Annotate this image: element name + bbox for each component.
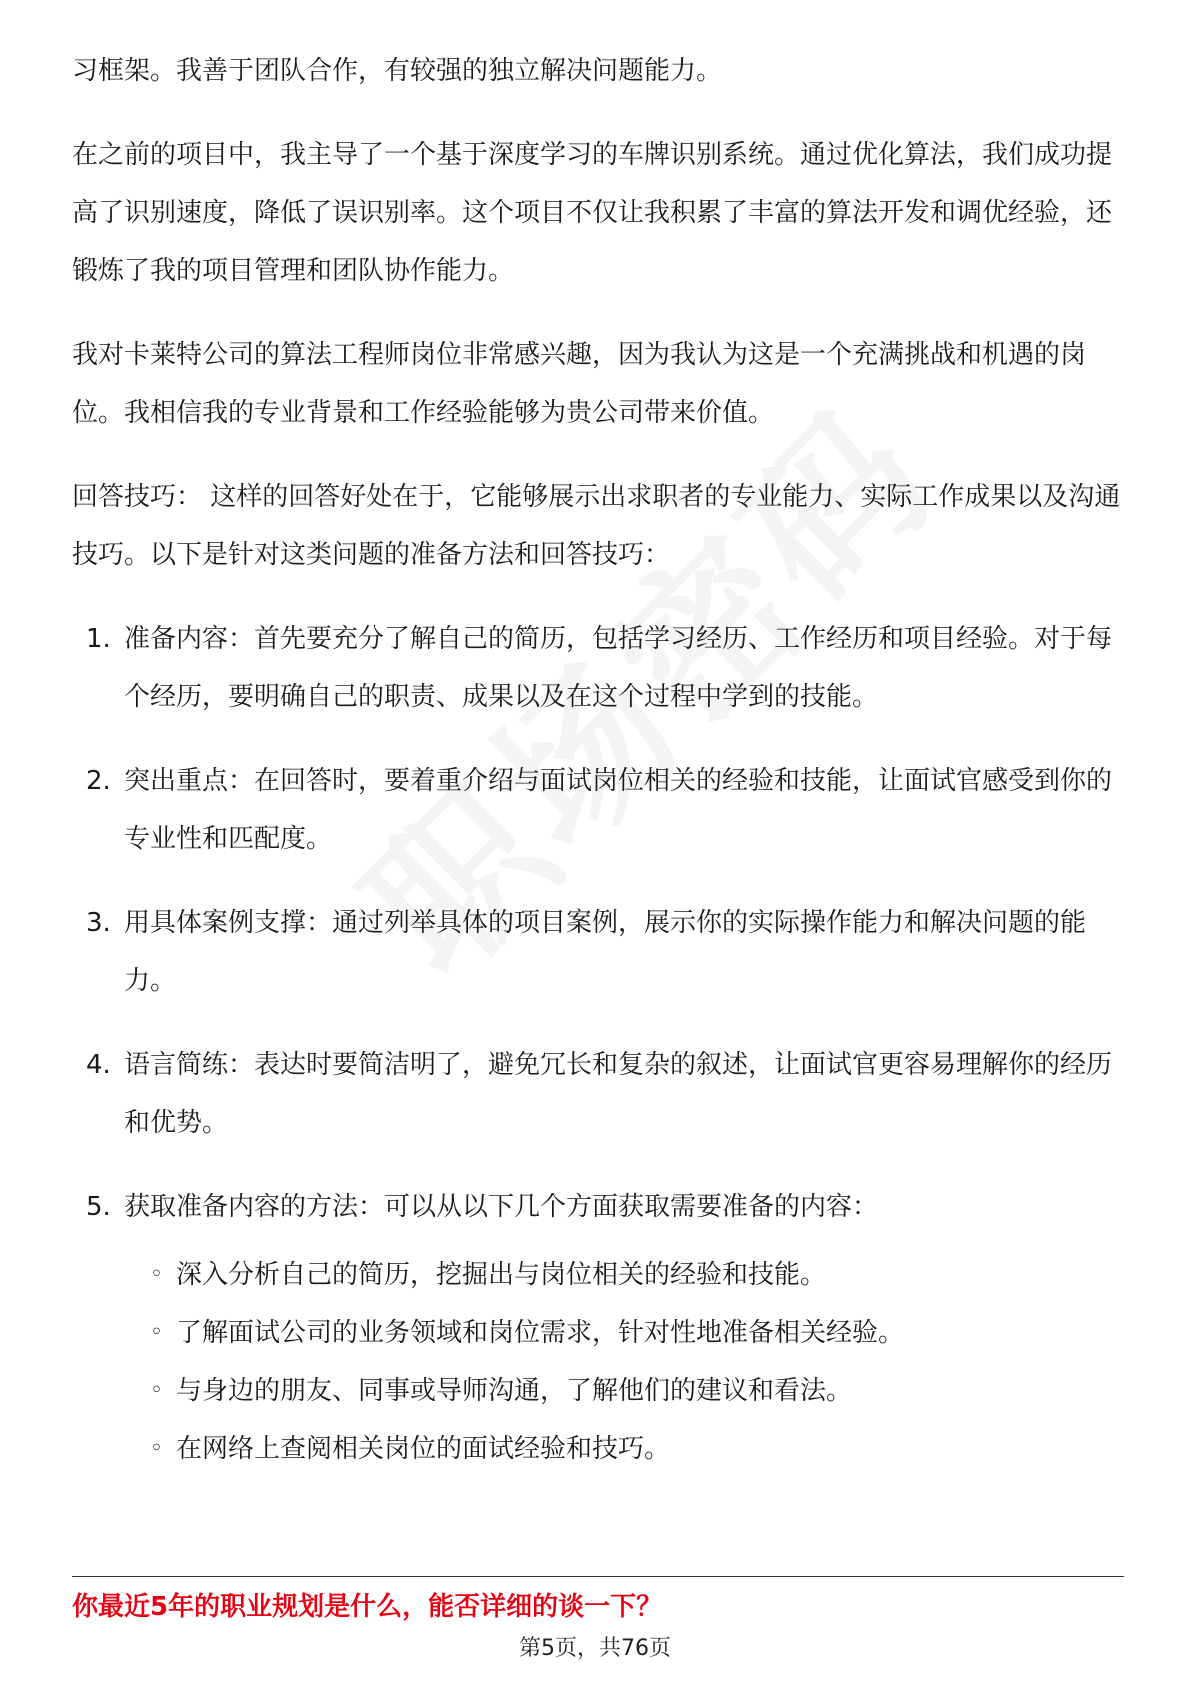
sub-list-item-text: 与身边的朋友、同事或导师沟通，了解他们的建议和看法。 (176, 1376, 853, 1406)
list-item-text: 突出重点：在回答时，要着重介绍与面试岗位相关的经验和技能，让面试官感受到你的专业性和匹配度。 (124, 766, 1113, 854)
paragraph: 在之前的项目中，我主导了一个基于深度学习的车牌识别系统。通过优化算法，我们成功提高了识别速度，降低了误识别率。这个项目不仅让我积累了丰富的算法开发和调优经验，还锻炼了我的项目管理和团队协作能力。 (72, 140, 1113, 286)
list-item-text: 准备内容：首先要充分了解自己的简历，包括学习经历、工作经历和项目经验。对于每个经历，要明确自己的职责、成果以及在这个过程中学到的技能。 (124, 624, 1113, 712)
sub-list (72, 1246, 1122, 1478)
list-item (72, 610, 1122, 726)
sub-list-item-text: 在网络上查阅相关岗位的面试经验和技巧。 (176, 1434, 671, 1464)
answer-tips-paragraph: 回答技巧： 这样的回答好处在于，它能够展示出求职者的专业能力、实际工作成果以及沟通技巧。以下是针对这类问题的准备方法和回答技巧： (72, 482, 1121, 570)
sub-list-item (72, 1246, 1122, 1304)
list-item (72, 894, 1122, 1010)
sub-list-item (72, 1304, 1122, 1362)
bullet-icon: ◦ (150, 1378, 163, 1403)
list-number: 2. (86, 766, 111, 796)
paragraph: 我对卡莱特公司的算法工程师岗位非常感兴趣，因为我认为这是一个充满挑战和机遇的岗位。我相信我的专业背景和工作经验能够为贵公司带来价值。 (72, 340, 1087, 428)
page-number-footer: 第5页，共76页 (519, 1636, 671, 1661)
divider (72, 1576, 1124, 1577)
content-body (72, 42, 1122, 1478)
list-number: 1. (86, 624, 111, 654)
sub-list-item (72, 1362, 1122, 1420)
list-item (72, 1178, 1122, 1236)
tips-list (72, 610, 1122, 1236)
sub-list-item-text: 深入分析自己的简历，挖掘出与岗位相关的经验和技能。 (176, 1260, 827, 1290)
bullet-icon: ◦ (150, 1262, 163, 1287)
list-item (72, 752, 1122, 868)
bullet-icon: ◦ (150, 1320, 163, 1345)
list-item-text: 获取准备内容的方法：可以从以下几个方面获取需要准备的内容： (124, 1192, 879, 1222)
sub-list-item (72, 1420, 1122, 1478)
list-item-text: 语言简练：表达时要简洁明了，避免冗长和复杂的叙述，让面试官更容易理解你的经历和优势。 (124, 1050, 1113, 1138)
bullet-icon: ◦ (150, 1436, 163, 1461)
next-question-heading: 你最近5年的职业规划是什么，能否详细的谈一下？ (72, 1592, 663, 1622)
list-item (72, 1036, 1122, 1152)
list-number: 4. (86, 1050, 111, 1080)
list-item-text: 用具体案例支撑：通过列举具体的项目案例，展示你的实际操作能力和解决问题的能力。 (124, 908, 1087, 996)
list-number: 3. (86, 908, 111, 938)
sub-list-item-text: 了解面试公司的业务领域和岗位需求，针对性地准备相关经验。 (176, 1318, 905, 1348)
list-number: 5. (86, 1192, 111, 1222)
paragraph: 习框架。我善于团队合作，有较强的独立解决问题能力。 (72, 56, 723, 86)
